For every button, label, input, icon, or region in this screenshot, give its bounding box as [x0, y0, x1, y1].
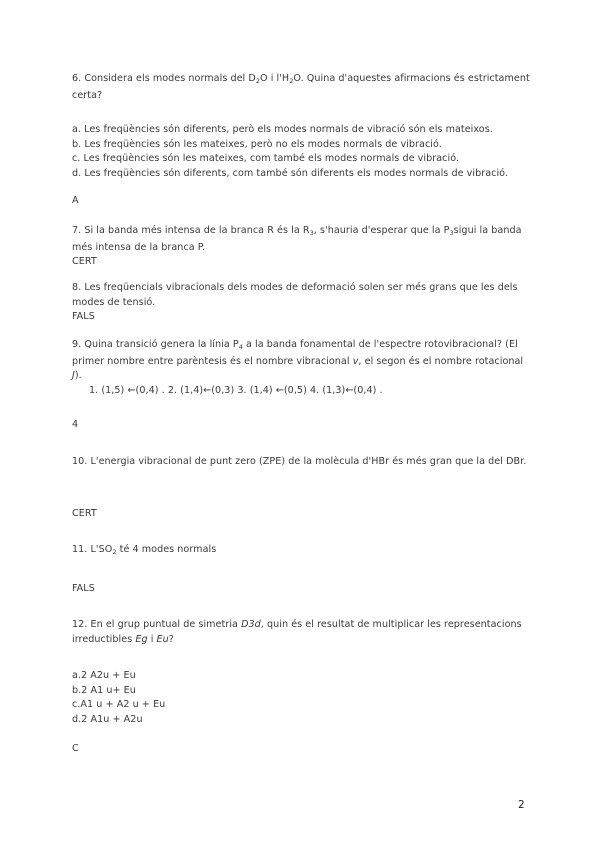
question-9-prompt: 9. Quina transició genera la línia $P_4$ a la banda fonamental de l'espectre rotovibracional? (El primer nombre entre parèntesis és el nombre vibracional v, el segon és el nombre rotacional J).: [72, 339, 524, 382]
question-10-prompt: 10. L'energia vibracional de punt zero (ZPE) de la molècula d'HBr és més gran que la del DBr.: [72, 456, 527, 467]
question-6-option-d: d. Les freqüències són diferents, com també són diferents els modes normals de vibració.: [72, 167, 509, 179]
question-8: [72, 281, 532, 325]
question-6: [72, 72, 532, 103]
question-11-answer: FALS: [72, 583, 95, 594]
question-6-options: [72, 123, 532, 181]
question-6-prompt: 6. Considera els modes normals del $D_2O$ i $l'H_2O$. Quina d'aquestes afirmacions és estrictament certa?: [72, 73, 530, 101]
question-6-option-b: b. Les freqüències són les mateixes, però no els modes normals de vibració.: [72, 138, 442, 150]
question-10-answer: CERT: [72, 508, 97, 519]
question-11-prompt: 11. $L'SO_2$ té 4 modes normals: [72, 544, 217, 556]
question-7-answer: CERT: [72, 256, 97, 268]
question-12-answer: C: [72, 743, 79, 754]
question-12-option-a: a.2 A2u + Eu: [72, 670, 136, 681]
question-9: [72, 338, 532, 398]
question-12-option-c: c.A1 u + A2 u + Eu: [72, 699, 166, 711]
question-12: [72, 618, 532, 647]
question-7: [72, 224, 532, 270]
question-8-answer: FALS: [72, 311, 95, 323]
question-12-options: [72, 669, 532, 727]
question-9-transitions: 1. (1,5) ←(0,4) . 2. (1,4)←(0,3) 3. (1,4) ←(0,5) 4. (1,3)←(0,4) .: [89, 384, 383, 396]
question-6-option-a: a. Les freqüències són diferents, però els modes normals de vibració són els mateixos.: [72, 124, 493, 135]
question-11: [72, 543, 532, 560]
question-12-prompt: 12. En el grup puntual de simetria D3d, quin és el resultat de multiplicar les representacions irreductibles Eg i Eu?: [72, 619, 522, 645]
question-9-answer: 4: [72, 419, 79, 430]
question-6-answer: A: [72, 195, 79, 206]
question-12-option-d: d.2 A1u + A2u: [72, 713, 143, 725]
question-7-prompt: 7. Si la banda més intensa de la branca R és la $R_3$, s'hauria d'esperar que la $P_3sigui$ la banda més intensa de la branca P.: [72, 225, 522, 253]
page-number: 2: [518, 799, 525, 811]
question-8-prompt: 8. Les freqüencials vibracionals dels modes de deformació solen ser més grans que les dels modes de tensió.: [72, 282, 518, 308]
question-6-option-c: c. Les freqüències són les mateixes, com també els modes normals de vibració.: [72, 153, 460, 165]
question-10: [72, 455, 532, 470]
question-12-option-b: b.2 A1 u+ Eu: [72, 684, 136, 696]
